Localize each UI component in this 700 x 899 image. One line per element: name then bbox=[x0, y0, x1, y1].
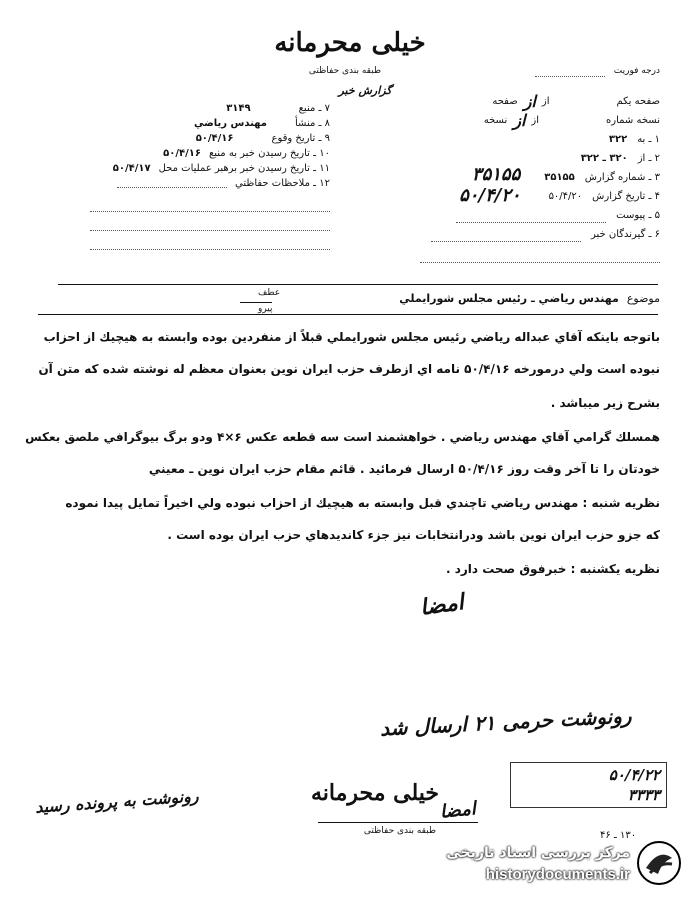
field-label: ۸ ـ منشأ bbox=[294, 118, 330, 129]
dots bbox=[420, 248, 660, 263]
classification-label: طبقه بندی حفاظتی bbox=[308, 66, 382, 76]
field-operations-receipt-date bbox=[30, 163, 330, 178]
watermark-logo-icon bbox=[636, 840, 682, 886]
field-value: ۵۰/۴/۲۰ bbox=[548, 191, 583, 202]
dots bbox=[90, 193, 330, 212]
field-attachment bbox=[370, 210, 660, 229]
watermark-site bbox=[436, 864, 630, 883]
body-line-4: همسلك گرامي آقاي مهندس رياضي . خواهشمند است سه قطعه عكس ۶×۴ ودو برگ بيوگرافي ملصق بعكس bbox=[25, 430, 660, 444]
left-fields bbox=[30, 103, 330, 250]
registration-stamp bbox=[510, 762, 667, 808]
field-copy bbox=[370, 111, 660, 134]
subject-value: مهندس رياضي ـ رئيس مجلس شورايملي bbox=[399, 292, 619, 305]
field-label: ۵ ـ پيوست bbox=[616, 210, 660, 221]
stamp-line-1: ۵۰/۴/۲۲ bbox=[608, 766, 660, 784]
watermark-org bbox=[430, 842, 630, 861]
field-to bbox=[370, 134, 660, 153]
handwritten-report-date: ۵۰/۴/۲۰ bbox=[459, 185, 521, 206]
dots bbox=[90, 212, 330, 231]
dots bbox=[90, 231, 330, 250]
watermark-site-text: historydocuments.ir bbox=[485, 866, 630, 883]
field-end: نسخه bbox=[483, 115, 508, 126]
body-line-2: نبوده است ولي درمورخه ۵۰/۴/۱۶ نامه اي ازطرف حزب ايران نوين بعنوان معظم له نوشته شده كه متن آن bbox=[38, 362, 660, 376]
field-value: ۳۲۰ ـ ۳۲۲ bbox=[580, 153, 628, 164]
field-value: مهندس رياضي bbox=[194, 118, 267, 129]
priority-dots bbox=[535, 76, 605, 77]
field-label: ۱ ـ به bbox=[637, 134, 660, 145]
field-security-notes bbox=[30, 178, 330, 193]
subject-label: موضوع bbox=[626, 292, 660, 305]
watermark-org-text: مرکز بررسی اسناد تاریخی bbox=[446, 845, 630, 861]
field-value: ۳۱۴۹ bbox=[226, 103, 251, 114]
right-fields bbox=[370, 92, 660, 263]
body-line-7: كه جزو حزب ايران نوين باشد ودرانتخابات نيز جزء كانديدهاي حزب ايران بوده است . bbox=[167, 528, 660, 542]
body-line-1: باتوجه باينكه آقاي عبداله رياضي رئيس مجلس شورايملي قبلاً از منفردين بوده وابسته به هيچيك از احزاب bbox=[43, 330, 660, 344]
field-label: ۱۱ ـ تاريخ رسيدن خبر برهبر عمليات محل bbox=[158, 163, 330, 174]
field-label: ۴ ـ تاريخ گزارش bbox=[592, 191, 660, 202]
body-line-5: خودتان را تا آخر وقت روز ۵۰/۴/۱۶ ارسال فرمائيد . قائم مقام حزب ايران نوين ـ معيني bbox=[148, 462, 660, 476]
stamp-line-2: ۳۳۳۳ bbox=[627, 786, 660, 804]
field-recipients bbox=[370, 229, 660, 248]
field-label: ۲ ـ از bbox=[637, 153, 660, 164]
field-label: ۹ ـ تاريخ وقوع bbox=[271, 133, 330, 144]
document-title: خیلی محرمانه bbox=[274, 28, 426, 58]
footer-signature: امضا bbox=[439, 798, 477, 823]
field-label: ۳ ـ شماره گزارش bbox=[584, 172, 660, 183]
field-value: ۵۰/۴/۱۶ bbox=[163, 148, 201, 159]
handwritten-page bbox=[555, 96, 610, 115]
field-label: ۱۲ ـ ملاحظات حفاظتي bbox=[235, 178, 330, 189]
footer-divider bbox=[318, 822, 478, 823]
field-value: ۵۰/۴/۱۷ bbox=[112, 163, 151, 174]
subject-side-top: عطف bbox=[258, 288, 281, 298]
subject-line bbox=[399, 292, 660, 305]
header-divider bbox=[58, 284, 658, 285]
report-type: گزارش خبر bbox=[338, 84, 392, 97]
subject-divider bbox=[38, 314, 658, 315]
field-occurrence-date bbox=[30, 133, 330, 148]
field-label: ۷ ـ منبع bbox=[298, 103, 330, 114]
handwritten-annotation: رونوشت حرمی ۲۱ ارسال شد bbox=[379, 703, 633, 741]
body-line-3: بشرح زير ميباشد . bbox=[550, 396, 660, 410]
handwritten-from: از bbox=[523, 92, 536, 111]
footer-title: خیلی محرمانه bbox=[310, 780, 440, 806]
dots bbox=[431, 229, 581, 242]
subject-side-bottom: پيرو bbox=[258, 304, 273, 314]
dots bbox=[117, 178, 227, 188]
field-label: ۶ ـ گيرندگان خبر bbox=[590, 229, 660, 240]
field-origin bbox=[30, 118, 330, 133]
field-source-receipt-date bbox=[30, 148, 330, 163]
blank bbox=[545, 115, 600, 134]
field-value: ۳۲۲ bbox=[608, 134, 628, 145]
field-end: صفحه bbox=[492, 96, 518, 107]
field-mid: از bbox=[531, 115, 540, 126]
field-value: ۵۰/۴/۱۶ bbox=[195, 133, 234, 144]
footer-classification: طبقه بندی حفاظتی bbox=[363, 826, 437, 836]
side-divider bbox=[240, 302, 272, 303]
field-label: ۱۰ ـ تاريخ رسيدن خبر به منبع bbox=[208, 148, 330, 159]
field-label: صفحه يکم bbox=[616, 96, 660, 107]
left-margin-note: رونوشت به پرونده رسید bbox=[34, 786, 200, 817]
field-source bbox=[30, 103, 330, 118]
priority-label: درجه فوریت bbox=[613, 66, 660, 76]
body-line-8: نظريه يكشنبه : خبرفوق صحت دارد . bbox=[445, 562, 660, 576]
field-report-date bbox=[370, 185, 660, 210]
handwritten-report-number: ۳۵۱۵۵ bbox=[471, 164, 521, 185]
body-line-6: نظريه شنبه : مهندس رياضي تاچندي قبل وابسته به هيچيك از احزاب نبوده ولي اخيراً تمايل پيدا نموده bbox=[65, 496, 660, 510]
dots bbox=[456, 210, 606, 223]
form-code: ۱۳۰ ـ ۴۶ bbox=[600, 830, 637, 841]
handwritten-from-2: از bbox=[513, 111, 526, 130]
field-mid: از bbox=[541, 96, 550, 107]
signature-mid: امضا bbox=[418, 589, 466, 621]
field-label: نسخه شماره bbox=[606, 115, 660, 126]
field-value: ۳۵۱۵۵ bbox=[544, 172, 575, 183]
